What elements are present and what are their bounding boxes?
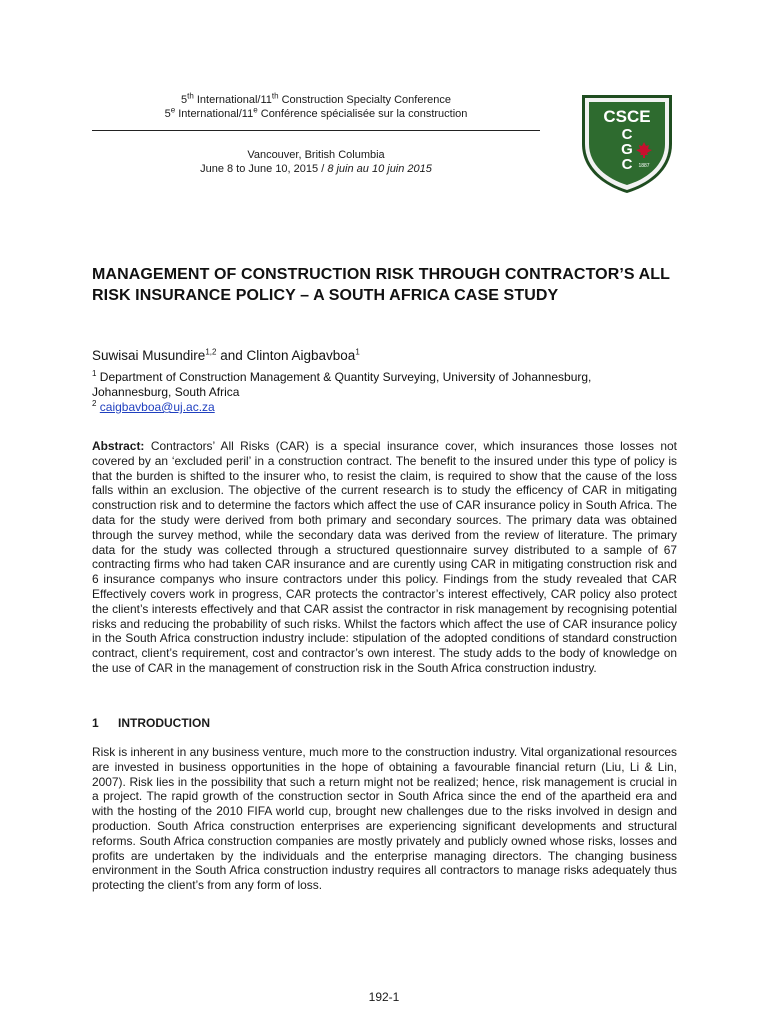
author-list: Suwisai Musundire$^{1,2}$ and Clinton Aigbavboa$^1$ (92, 347, 360, 363)
header-divider (92, 130, 540, 131)
abstract-paragraph: Abstract: Contractors’ All Risks (CAR) is a special insurance cover, which insurances those losses not covered by an ‘excluded peril’ in a construction contract. The benefit to the insured under this type of policy is that the burden is shifted to the insurer who, to resist the claim, is required to show that the cause of the loss falls within an exclusion. The objective of the current research is to study the efficency of CAR in mitigating construction risk and to determine the factors which affect the use of CAR insurance policy in South Africa. The data for the study were derived from both primary and secondary sources. The primary data was obtained through the survey method, while the secondary data was derived from the review of literature. The primary data for the study was collected through a structured questionnaire survey distributed to a sample of 67 contracting firms who had taken CAR insurance and are curently using CAR in mitigating construction risk and 6 insurance companys who insure contractors under this policy. Findings from the study revealed that CAR Effectively covers work in progress, CAR protects the contractor’s interest effectively, CAR policy also protect the client’s interests effectively and that CAR assist the contractor in risk management by recognising potential risks and reducing the probability of such risks. Whilst the factors which affect the use of CAR insurance policy in the South Africa construction industry include: stipulation of the adopted conditions of standard construction contract, client’s requirement, cost and contractor’s own interest. The study adds to the body of knowledge on the use of CAR in the management of construction risk in the South Africa construction industry. (92, 439, 677, 675)
logo-letter-3: C (621, 156, 633, 173)
author-name: Clinton Aigbavboa (246, 348, 356, 363)
logo-text-csce: CSCE (603, 107, 651, 126)
page-number: 192-1 (368, 990, 400, 1004)
affiliation-email-line: $^2$ caigbavboa@uj.ac.za (92, 399, 215, 414)
introduction-paragraph: Risk is inherent in any business venture, much more to the construction industry. Vital organizational resources are invested in business opportunities in the hope of obtaining a favourable financial return (Liu, Li & Lin, 2007). Risk lies in the possibility that such a return might not be realized; hence, risk management is crucial in a project. The rapid growth of the construction sector in South Africa since the end of the apartheid era and with the hosting of the 2010 FIFA world cup, brought new challenges due to the risks involved in design and production. South Africa construction enterprises are experiencing significant developments and structural reforms. South Africa construction companies are mostly privately and publicly owned whose risks, losses and profits are undertaken by the individuals and the enterprise managing directors. The changing business environment in the South Africa construction industry requires all contractors to manage risks adequately thus protecting the client’s from any form of loss. (92, 745, 677, 893)
email-link[interactable]: caigbavboa@uj.ac.za (99, 400, 215, 414)
author-name: Suwisai Musundire (92, 348, 206, 363)
conference-name-english: 5th International/11th Construction Specialty Conference (181, 91, 451, 106)
logo-letter-2: G (621, 141, 633, 158)
affiliation-line: $^1$ Department of Construction Management & Quantity Surveying, University of Johannesburg, (92, 369, 592, 384)
logo-letter-1: C (621, 126, 633, 143)
logo-year: 1887 (638, 163, 650, 169)
abstract-label: Abstract: (92, 439, 145, 453)
conference-dates: June 8 to June 10, 2015 / 8 juin au 10 juin 2015 (200, 163, 432, 175)
paper-title: MANAGEMENT OF CONSTRUCTION RISK THROUGH CONTRACTOR’S ALL RISK INSURANCE POLICY – A SOUTH AFRICA CASE STUDY (92, 266, 670, 304)
affiliation-line: Johannesburg, South Africa (92, 385, 240, 399)
section-heading: 1 INTRODUCTION (92, 716, 210, 730)
csce-shield-logo (578, 92, 676, 194)
conference-name-french: 5e International/11e Conférence spécialisée sur la construction (164, 105, 468, 120)
conference-location: Vancouver, British Columbia (247, 149, 385, 161)
